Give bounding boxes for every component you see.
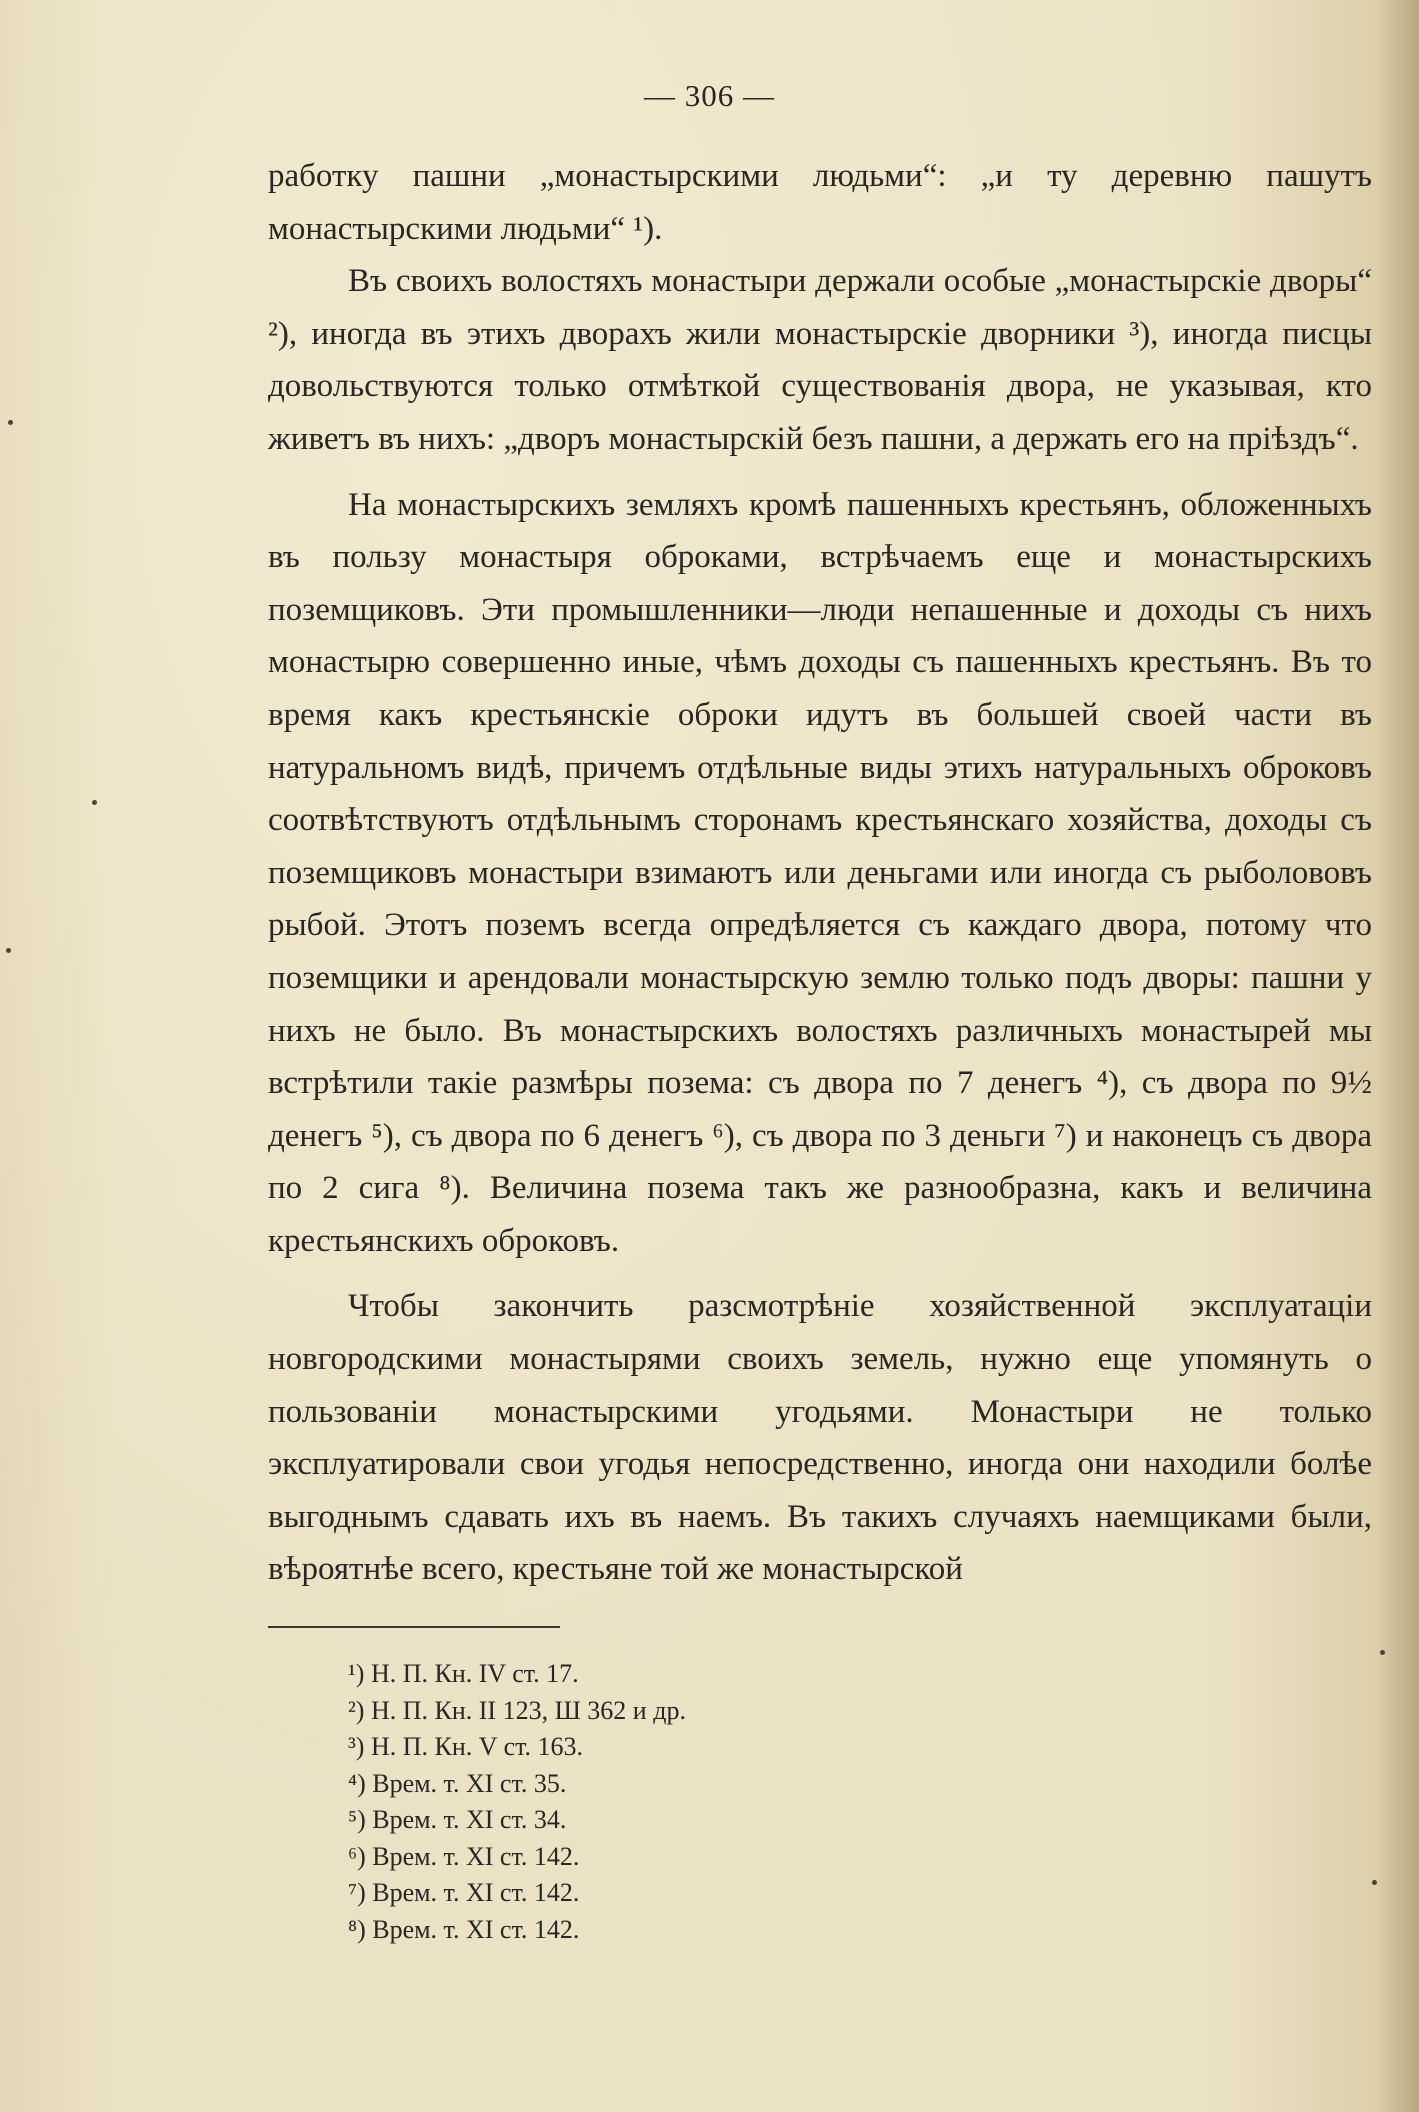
paper-speck [92, 800, 97, 805]
footnote-6: ⁶) Врем. т. XI ст. 142. [348, 1841, 580, 1871]
footnote-5: ⁵) Врем. т. XI ст. 34. [348, 1805, 567, 1834]
paper-speck [6, 948, 11, 953]
footnote-8: ⁸) Врем. т. XI ст. 142. [348, 1914, 580, 1944]
paragraph-3: На монастырскихъ земляхъ кромѣ пашенныхъ крестьянъ, обложенныхъ въ пользу монастыря оброками, встрѣчаемъ еще и монастырскихъ поземщиковъ. Эти промышленники—люди непашенные и доходы съ нихъ монастырю совершенно иные, чѣмъ доходы съ пашенныхъ крестьянъ. Въ то время какъ крестьянскіе оброки идутъ въ большей своей части въ натуральномъ видѣ, причемъ отдѣльные виды этихъ натуральныхъ оброковъ соотвѣтствуютъ отдѣльнымъ сторонамъ крестьянскаго хозяйства, доходы съ поземщиковъ монастыри взимаютъ или деньгами или иногда съ рыболововъ рыбой. Этотъ поземъ всегда опредѣляется съ каждаго двора, потому что поземщики и арендовали монастырскую землю только подъ дворы: пашни у нихъ не было. Въ монастырскихъ волостяхъ различныхъ монастырей мы встрѣтили такіе размѣры позема: съ двора по 7 денегъ ⁴), съ двора по 9½ денегъ ⁵), съ двора по 6 денегъ ⁶), съ двора по 3 деньги ⁷) и наконецъ съ двора по 2 сига ⁸). Величина позема такъ же разнообразна, какъ и величина крестьянскихъ оброковъ. [268, 486, 1372, 1259]
footnote-separator [268, 1626, 560, 1628]
paper-speck [1372, 1880, 1377, 1885]
paragraph-2: Въ своихъ волостяхъ монастыри держали особые „монастырскіе дворы“ ²), иногда въ этихъ дворахъ жили монастырскіе дворники ³), иногда писцы довольствуются только отмѣткой существованія двора, не указывая, кто живетъ въ нихъ: „дворъ монастырскій безъ пашни, а держать его на пріѣздъ“. [268, 263, 1372, 457]
footnote-4: ⁴) Врем. т. XI ст. 35. [348, 1768, 567, 1798]
footnote-3: ³) Н. П. Кн. V ст. 163. [348, 1732, 584, 1761]
footnote-1: ¹) Н. П. Кн. IV ст. 17. [348, 1659, 579, 1688]
footnote-7: ⁷) Врем. т. XI ст. 142. [348, 1878, 580, 1907]
paper-speck [8, 420, 13, 425]
body-text [268, 150, 1372, 1596]
footnotes [348, 1656, 686, 1948]
page-number: — 306 — [644, 78, 775, 113]
paragraph-1: работку пашни „монастырскими людьми“: „и ту деревню пашутъ монастырскими людьми“ ¹). [268, 158, 1372, 247]
paper-speck [1380, 1650, 1385, 1655]
paragraph-4: Чтобы закончить разсмотрѣніе хозяйственной эксплуатаціи новгородскими монастырями своихъ земель, нужно еще упомянуть о пользованіи монастырскими угодьями. Монастыри не только эксплуатировали свои угодья непосредственно, иногда они находили болѣе выгоднымъ сдавать ихъ въ наемъ. Въ такихъ случаяхъ наемщиками были, вѣроятнѣе всего, крестьяне той же монастырской [268, 1288, 1372, 1588]
footnote-2: ²) Н. П. Кн. II 123, Ш 362 и др. [348, 1695, 686, 1725]
